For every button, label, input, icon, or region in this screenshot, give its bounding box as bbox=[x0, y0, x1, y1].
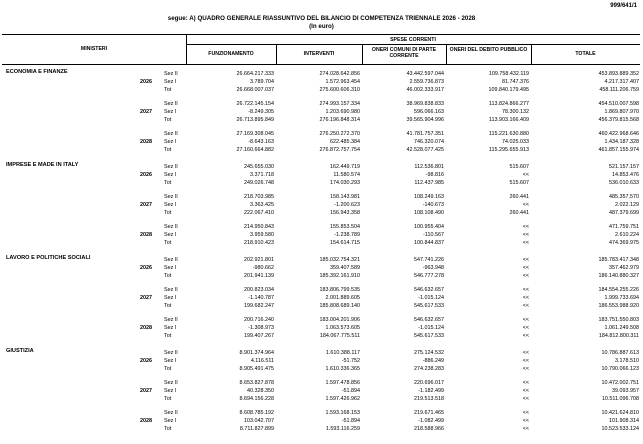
cell-oneri-debito: << bbox=[522, 317, 529, 323]
cell-oneri-comuni: 41.781.757.351 bbox=[406, 131, 444, 137]
cell-interventi: 275.600.606.310 bbox=[319, 87, 360, 93]
cell-interventi: 11.580.574 bbox=[333, 172, 360, 178]
row-section-type: Sez II bbox=[164, 350, 178, 356]
cell-oneri-comuni: -1.015.124 bbox=[418, 295, 444, 301]
cell-oneri-comuni: 545.617.533 bbox=[414, 333, 444, 339]
cell-totale: 101.908.314 bbox=[609, 418, 639, 424]
row-section-type: Tot bbox=[164, 303, 172, 309]
cell-totale: 186.140.880.327 bbox=[598, 273, 639, 279]
cell-oneri-comuni: -886.249 bbox=[422, 358, 444, 364]
table-row bbox=[0, 409, 643, 417]
cell-funzionamento: 26.664.217.333 bbox=[236, 71, 274, 77]
cell-funzionamento: -8.643.163 bbox=[248, 139, 274, 145]
cell-interventi: 2.001.889.605 bbox=[325, 295, 360, 301]
table-row bbox=[0, 130, 643, 138]
cell-oneri-debito: 515.607 bbox=[509, 180, 529, 186]
cell-oneri-comuni: 746.320.074 bbox=[414, 139, 444, 145]
cell-oneri-debito: << bbox=[522, 265, 529, 271]
cell-oneri-comuni: 112.437.985 bbox=[414, 180, 444, 186]
cell-oneri-comuni: -110.567 bbox=[423, 232, 444, 238]
cell-totale: 1.999.733.694 bbox=[604, 295, 639, 301]
cell-totale: 536.010.633 bbox=[609, 180, 639, 186]
cell-totale: 454.510.007.598 bbox=[598, 101, 639, 107]
cell-funzionamento: 27.160.664.882 bbox=[236, 147, 274, 153]
cell-funzionamento: 8.608.785.192 bbox=[239, 410, 274, 416]
header-spese-correnti: SPESE CORRENTI bbox=[390, 37, 436, 43]
cell-oneri-debito: << bbox=[522, 426, 529, 432]
row-section-type: Tot bbox=[164, 240, 172, 246]
table-row bbox=[0, 365, 643, 373]
cell-oneri-debito: << bbox=[522, 350, 529, 356]
cell-funzionamento: -980.662 bbox=[252, 265, 274, 271]
table-row bbox=[0, 302, 643, 310]
cell-totale: 10.511.096.708 bbox=[601, 396, 639, 402]
row-section-type: Sez II bbox=[164, 194, 178, 200]
row-section-type: Sez I bbox=[164, 388, 177, 394]
cell-totale: 10.421.624.810 bbox=[601, 410, 639, 416]
cell-oneri-debito: << bbox=[522, 287, 529, 293]
row-year: 2028 bbox=[140, 418, 152, 424]
cell-funzionamento: 3.959.580 bbox=[250, 232, 274, 238]
cell-oneri-debito: << bbox=[522, 358, 529, 364]
table-row bbox=[0, 256, 643, 264]
cell-oneri-debito: << bbox=[522, 333, 529, 339]
cell-interventi: 183.806.799.535 bbox=[319, 287, 360, 293]
row-year: 2027 bbox=[140, 388, 152, 394]
cell-totale: 4.217.317.407 bbox=[604, 79, 639, 85]
cell-oneri-comuni: 108.108.490 bbox=[414, 210, 444, 216]
cell-totale: 10.472.002.751 bbox=[601, 380, 639, 386]
cell-oneri-comuni: -1.182.499 bbox=[418, 388, 444, 394]
cell-totale: 184.554.255.226 bbox=[598, 287, 639, 293]
cell-interventi: 1.203.690.980 bbox=[325, 109, 360, 115]
cell-funzionamento: 4.116.511 bbox=[250, 358, 274, 364]
cell-oneri-debito: << bbox=[522, 303, 529, 309]
cell-funzionamento: 199.682.247 bbox=[244, 303, 274, 309]
cell-oneri-debito: 81.747.376 bbox=[502, 79, 529, 85]
row-section-type: Sez II bbox=[164, 287, 178, 293]
cell-interventi: 185.808.689.140 bbox=[319, 303, 360, 309]
row-section-type: Tot bbox=[164, 426, 172, 432]
row-section-type: Tot bbox=[164, 273, 172, 279]
row-section-type: Sez II bbox=[164, 71, 178, 77]
cell-oneri-debito: << bbox=[522, 388, 529, 394]
row-section-type: Sez I bbox=[164, 139, 177, 145]
cell-interventi: 274.028.642.856 bbox=[319, 71, 360, 77]
table-row bbox=[0, 138, 643, 146]
table-row bbox=[0, 171, 643, 179]
header-interventi: INTERVENTI bbox=[303, 51, 335, 57]
cell-oneri-debito: 260.441 bbox=[509, 210, 529, 216]
cell-oneri-comuni: 545.617.533 bbox=[414, 303, 444, 309]
cell-funzionamento: 40.328.350 bbox=[247, 388, 274, 394]
row-section-type: Sez I bbox=[164, 109, 177, 115]
cell-totale: 14.853.476 bbox=[612, 172, 639, 178]
cell-funzionamento: -1.308.973 bbox=[248, 325, 274, 331]
document-reference: 999/641/1 bbox=[610, 3, 637, 9]
ministry-name: GIUSTIZIA bbox=[6, 348, 34, 354]
cell-oneri-comuni: -963.948 bbox=[422, 265, 444, 271]
cell-oneri-debito: 74.025.033 bbox=[502, 139, 529, 145]
table-row bbox=[0, 239, 643, 247]
cell-interventi: 155.853.504 bbox=[330, 224, 360, 230]
cell-oneri-debito: 113.903.166.409 bbox=[488, 117, 529, 123]
cell-interventi: -51.752 bbox=[341, 358, 360, 364]
cell-funzionamento: 8.694.156.228 bbox=[239, 396, 274, 402]
title-line-1: segue: A) QUADRO GENERALE RIASSUNTIVO DEL BILANCIO DI COMPETENZA TRIENNALE 2026 - 2028 bbox=[167, 15, 476, 22]
cell-totale: 461.857.155.974 bbox=[598, 147, 639, 153]
cell-totale: 1.434.187.328 bbox=[604, 139, 639, 145]
table-row bbox=[0, 379, 643, 387]
row-section-type: Sez I bbox=[164, 79, 177, 85]
cell-interventi: -51.894 bbox=[341, 388, 360, 394]
ministry-name: LAVORO E POLITICHE SOCIALI bbox=[6, 255, 91, 261]
row-section-type: Sez I bbox=[164, 202, 177, 208]
table-row bbox=[0, 116, 643, 124]
cell-totale: 471.759.751 bbox=[609, 224, 639, 230]
cell-funzionamento: 201.941.139 bbox=[244, 273, 274, 279]
cell-totale: 487.379.699 bbox=[609, 210, 639, 216]
row-section-type: Sez II bbox=[164, 101, 178, 107]
row-year: 2028 bbox=[140, 232, 152, 238]
cell-interventi: 359.407.589 bbox=[330, 265, 360, 271]
cell-oneri-comuni: 112.536.801 bbox=[414, 164, 444, 170]
table-row bbox=[0, 108, 643, 116]
row-year: 2026 bbox=[140, 358, 152, 364]
cell-interventi: -1.238.789 bbox=[334, 232, 360, 238]
cell-oneri-debito: 260.441 bbox=[509, 194, 529, 200]
cell-funzionamento: 8.901.374.964 bbox=[239, 350, 274, 356]
table-row bbox=[0, 387, 643, 395]
cell-oneri-debito: 78.300.132 bbox=[502, 109, 529, 115]
cell-oneri-comuni: 274.238.283 bbox=[414, 366, 444, 372]
cell-totale: 3.178.510 bbox=[615, 358, 639, 364]
cell-oneri-debito: << bbox=[522, 325, 529, 331]
cell-oneri-debito: << bbox=[522, 202, 529, 208]
cell-oneri-debito: << bbox=[522, 418, 529, 424]
row-section-type: Sez I bbox=[164, 172, 177, 178]
cell-interventi: 1.593.116.259 bbox=[325, 426, 360, 432]
cell-interventi: 1.597.426.962 bbox=[325, 396, 360, 402]
cell-interventi: 154.614.715 bbox=[330, 240, 360, 246]
cell-oneri-debito: << bbox=[522, 240, 529, 246]
cell-oneri-debito: << bbox=[522, 366, 529, 372]
cell-oneri-comuni: 38.969.838.833 bbox=[406, 101, 444, 107]
cell-totale: 460.422.968.646 bbox=[598, 131, 639, 137]
cell-totale: 10.786.887.613 bbox=[601, 350, 639, 356]
row-section-type: Sez I bbox=[164, 232, 177, 238]
cell-oneri-comuni: 42.528.077.425 bbox=[406, 147, 444, 153]
table-row bbox=[0, 201, 643, 209]
row-section-type: Sez II bbox=[164, 224, 178, 230]
cell-totale: 357.462.979 bbox=[609, 265, 639, 271]
row-section-type: Tot bbox=[164, 117, 172, 123]
table-row bbox=[0, 223, 643, 231]
ministry-name: ECONOMIA E FINANZE bbox=[6, 69, 68, 75]
cell-funzionamento: 200.823.034 bbox=[244, 287, 274, 293]
row-section-type: Sez I bbox=[164, 358, 177, 364]
cell-totale: 1.869.807.970 bbox=[604, 109, 639, 115]
cell-interventi: 276.250.272.370 bbox=[319, 131, 360, 137]
header-ministeri: MINISTERI bbox=[80, 46, 108, 52]
cell-totale: 453.893.889.352 bbox=[598, 71, 639, 77]
cell-interventi: 1.063.573.605 bbox=[325, 325, 360, 331]
cell-funzionamento: 3.371.718 bbox=[250, 172, 274, 178]
row-section-type: Sez II bbox=[164, 257, 178, 263]
cell-oneri-debito: << bbox=[522, 172, 529, 178]
cell-interventi: 184.067.775.511 bbox=[319, 333, 360, 339]
cell-oneri-comuni: 546.632.657 bbox=[414, 317, 444, 323]
cell-funzionamento: 8.905.491.475 bbox=[239, 366, 274, 372]
row-section-type: Sez I bbox=[164, 295, 177, 301]
table-row bbox=[0, 417, 643, 425]
cell-totale: 186.553.988.920 bbox=[598, 303, 639, 309]
cell-oneri-debito: << bbox=[522, 224, 529, 230]
cell-funzionamento: 27.169.308.045 bbox=[236, 131, 274, 137]
cell-oneri-comuni: -1.015.124 bbox=[418, 325, 444, 331]
header-oneri-comuni: ONERI COMUNI DI PARTE CORRENTE bbox=[371, 47, 437, 59]
table-row bbox=[0, 146, 643, 154]
cell-interventi: -51.894 bbox=[341, 418, 360, 424]
header-top-rule bbox=[2, 34, 640, 35]
row-section-type: Tot bbox=[164, 366, 172, 372]
row-section-type: Tot bbox=[164, 180, 172, 186]
row-section-type: Tot bbox=[164, 333, 172, 339]
cell-oneri-comuni: 43.442.597.044 bbox=[406, 71, 444, 77]
cell-oneri-comuni: 39.565.904.996 bbox=[406, 117, 444, 123]
cell-oneri-comuni: 596.066.163 bbox=[414, 109, 444, 115]
table-title bbox=[0, 15, 643, 31]
cell-oneri-comuni: 46.002.333.917 bbox=[406, 87, 444, 93]
row-section-type: Sez II bbox=[164, 410, 178, 416]
header-bottom-rule bbox=[2, 64, 640, 65]
cell-funzionamento: 218.910.423 bbox=[244, 240, 274, 246]
cell-totale: 184.812.800.311 bbox=[598, 333, 639, 339]
cell-funzionamento: 202.921.801 bbox=[244, 257, 274, 263]
row-year: 2026 bbox=[140, 79, 152, 85]
row-year: 2027 bbox=[140, 202, 152, 208]
cell-oneri-comuni: 108.249.163 bbox=[414, 194, 444, 200]
spese-correnti-rule bbox=[186, 44, 640, 45]
cell-funzionamento: 218.703.985 bbox=[244, 194, 274, 200]
cell-interventi: 158.143.981 bbox=[330, 194, 360, 200]
table-row bbox=[0, 332, 643, 340]
table-row bbox=[0, 272, 643, 280]
cell-totale: 10.523.533.124 bbox=[601, 426, 639, 432]
cell-interventi: 1.597.478.856 bbox=[325, 380, 360, 386]
cell-totale: 185.783.417.348 bbox=[598, 257, 639, 263]
cell-oneri-debito: 109.840.179.495 bbox=[488, 87, 529, 93]
cell-funzionamento: -1.140.787 bbox=[248, 295, 274, 301]
cell-funzionamento: 26.722.145.154 bbox=[236, 101, 274, 107]
table-row bbox=[0, 357, 643, 365]
row-section-type: Sez I bbox=[164, 418, 177, 424]
cell-oneri-comuni: 275.124.532 bbox=[414, 350, 444, 356]
cell-interventi: 183.004.201.906 bbox=[319, 317, 360, 323]
row-year: 2028 bbox=[140, 139, 152, 145]
cell-totale: 521.157.157 bbox=[609, 164, 639, 170]
cell-funzionamento: 200.716.240 bbox=[244, 317, 274, 323]
cell-oneri-debito: << bbox=[522, 396, 529, 402]
cell-oneri-comuni: 218.588.966 bbox=[414, 426, 444, 432]
table-row bbox=[0, 209, 643, 217]
cell-interventi: 1.572.963.454 bbox=[325, 79, 360, 85]
cell-funzionamento: 222.067.410 bbox=[244, 210, 274, 216]
cell-oneri-debito: 515.607 bbox=[509, 164, 529, 170]
header-totale: TOTALE bbox=[575, 51, 596, 57]
cell-interventi: 156.943.358 bbox=[330, 210, 360, 216]
cell-funzionamento: 103.042.707 bbox=[244, 418, 274, 424]
cell-funzionamento: -8.249.305 bbox=[248, 109, 274, 115]
row-year: 2027 bbox=[140, 295, 152, 301]
table-row bbox=[0, 324, 643, 332]
table-row bbox=[0, 86, 643, 94]
cell-totale: 456.379.815.568 bbox=[598, 117, 639, 123]
row-year: 2027 bbox=[140, 109, 152, 115]
table-row bbox=[0, 316, 643, 324]
cell-oneri-comuni: -98.816 bbox=[425, 172, 444, 178]
title-line-2: (In euro) bbox=[309, 23, 334, 30]
cell-funzionamento: 214.950.843 bbox=[244, 224, 274, 230]
cell-oneri-debito: << bbox=[522, 257, 529, 263]
cell-oneri-debito: << bbox=[522, 410, 529, 416]
header-funzionamento: FUNZIONAMENTO bbox=[208, 51, 254, 57]
cell-funzionamento: 3.363.425 bbox=[250, 202, 274, 208]
cell-oneri-debito: << bbox=[522, 380, 529, 386]
cell-oneri-debito: 115.221.630.880 bbox=[488, 131, 529, 137]
table-row bbox=[0, 78, 643, 86]
header-oneri-debito: ONERI DEL DEBITO PUBBLICO bbox=[449, 47, 528, 53]
row-section-type: Sez I bbox=[164, 325, 177, 331]
row-section-type: Tot bbox=[164, 147, 172, 153]
cell-oneri-debito: << bbox=[522, 232, 529, 238]
table-row bbox=[0, 193, 643, 201]
cell-oneri-comuni: 546.632.657 bbox=[414, 287, 444, 293]
cell-funzionamento: 3.789.704 bbox=[250, 79, 274, 85]
cell-oneri-debito: << bbox=[522, 295, 529, 301]
cell-interventi: -1.200.623 bbox=[334, 202, 360, 208]
cell-funzionamento: 8.711.827.899 bbox=[239, 426, 274, 432]
table-row bbox=[0, 163, 643, 171]
table-row bbox=[0, 395, 643, 403]
cell-totale: 2.610.224 bbox=[615, 232, 639, 238]
cell-oneri-comuni: 546.777.278 bbox=[414, 273, 444, 279]
cell-totale: 458.111.206.759 bbox=[599, 87, 639, 93]
cell-interventi: 274.993.157.334 bbox=[319, 101, 360, 107]
cell-oneri-comuni: 219.671.465 bbox=[414, 410, 444, 416]
table-row bbox=[0, 286, 643, 294]
row-year: 2028 bbox=[140, 325, 152, 331]
cell-interventi: 185.392.161.910 bbox=[319, 273, 360, 279]
cell-oneri-comuni: 219.513.518 bbox=[414, 396, 444, 402]
cell-totale: 39.093.957 bbox=[612, 388, 639, 394]
cell-oneri-comuni: 100.955.404 bbox=[414, 224, 444, 230]
table-row bbox=[0, 70, 643, 78]
cell-oneri-comuni: 100.844.837 bbox=[414, 240, 444, 246]
cell-interventi: 622.485.384 bbox=[330, 139, 360, 145]
row-section-type: Sez II bbox=[164, 317, 178, 323]
cell-totale: 474.369.975 bbox=[609, 240, 639, 246]
row-year: 2026 bbox=[140, 265, 152, 271]
cell-oneri-comuni: -1.082.499 bbox=[418, 418, 444, 424]
cell-interventi: 162.449.719 bbox=[330, 164, 360, 170]
cell-interventi: 1.610.388.117 bbox=[325, 350, 360, 356]
cell-oneri-debito: 115.295.655.913 bbox=[488, 147, 529, 153]
table-row bbox=[0, 294, 643, 302]
cell-oneri-comuni: -140.673 bbox=[422, 202, 444, 208]
cell-oneri-comuni: 547.741.226 bbox=[414, 257, 444, 263]
ministry-name: IMPRESE E MADE IN ITALY bbox=[6, 162, 79, 168]
cell-interventi: 185.032.754.321 bbox=[319, 257, 360, 263]
table-row bbox=[0, 425, 643, 433]
row-section-type: Tot bbox=[164, 210, 172, 216]
cell-totale: 485.357.570 bbox=[609, 194, 639, 200]
cell-interventi: 276.196.848.314 bbox=[319, 117, 360, 123]
cell-totale: 183.751.550.803 bbox=[598, 317, 639, 323]
cell-funzionamento: 26.668.007.037 bbox=[236, 87, 274, 93]
table-row bbox=[0, 100, 643, 108]
row-year: 2026 bbox=[140, 172, 152, 178]
cell-funzionamento: 26.713.895.849 bbox=[236, 117, 274, 123]
row-section-type: Sez II bbox=[164, 131, 178, 137]
row-section-type: Tot bbox=[164, 396, 172, 402]
cell-funzionamento: 245.655.030 bbox=[244, 164, 274, 170]
row-section-type: Sez I bbox=[164, 265, 177, 271]
row-section-type: Tot bbox=[164, 87, 172, 93]
row-section-type: Sez II bbox=[164, 380, 178, 386]
table-row bbox=[0, 349, 643, 357]
cell-interventi: 276.872.757.754 bbox=[319, 147, 360, 153]
table-row bbox=[0, 231, 643, 239]
table-row bbox=[0, 264, 643, 272]
cell-funzionamento: 8.653.827.878 bbox=[239, 380, 274, 386]
cell-totale: 2.022.129 bbox=[615, 202, 639, 208]
cell-interventi: 1.610.336.365 bbox=[325, 366, 360, 372]
table-row bbox=[0, 179, 643, 187]
cell-interventi: 1.593.168.153 bbox=[325, 410, 360, 416]
cell-totale: 10.790.066.123 bbox=[601, 366, 639, 372]
cell-oneri-comuni: 2.559.736.873 bbox=[409, 79, 444, 85]
cell-oneri-debito: 109.758.432.119 bbox=[488, 71, 529, 77]
cell-interventi: 174.030.293 bbox=[330, 180, 360, 186]
row-section-type: Sez II bbox=[164, 164, 178, 170]
cell-funzionamento: 199.407.267 bbox=[244, 333, 274, 339]
cell-oneri-debito: << bbox=[522, 273, 529, 279]
cell-oneri-debito: 113.824.866.277 bbox=[488, 101, 529, 107]
cell-oneri-comuni: 220.696.017 bbox=[414, 380, 444, 386]
cell-totale: 1.061.249.508 bbox=[604, 325, 639, 331]
cell-funzionamento: 249.026.748 bbox=[244, 180, 274, 186]
